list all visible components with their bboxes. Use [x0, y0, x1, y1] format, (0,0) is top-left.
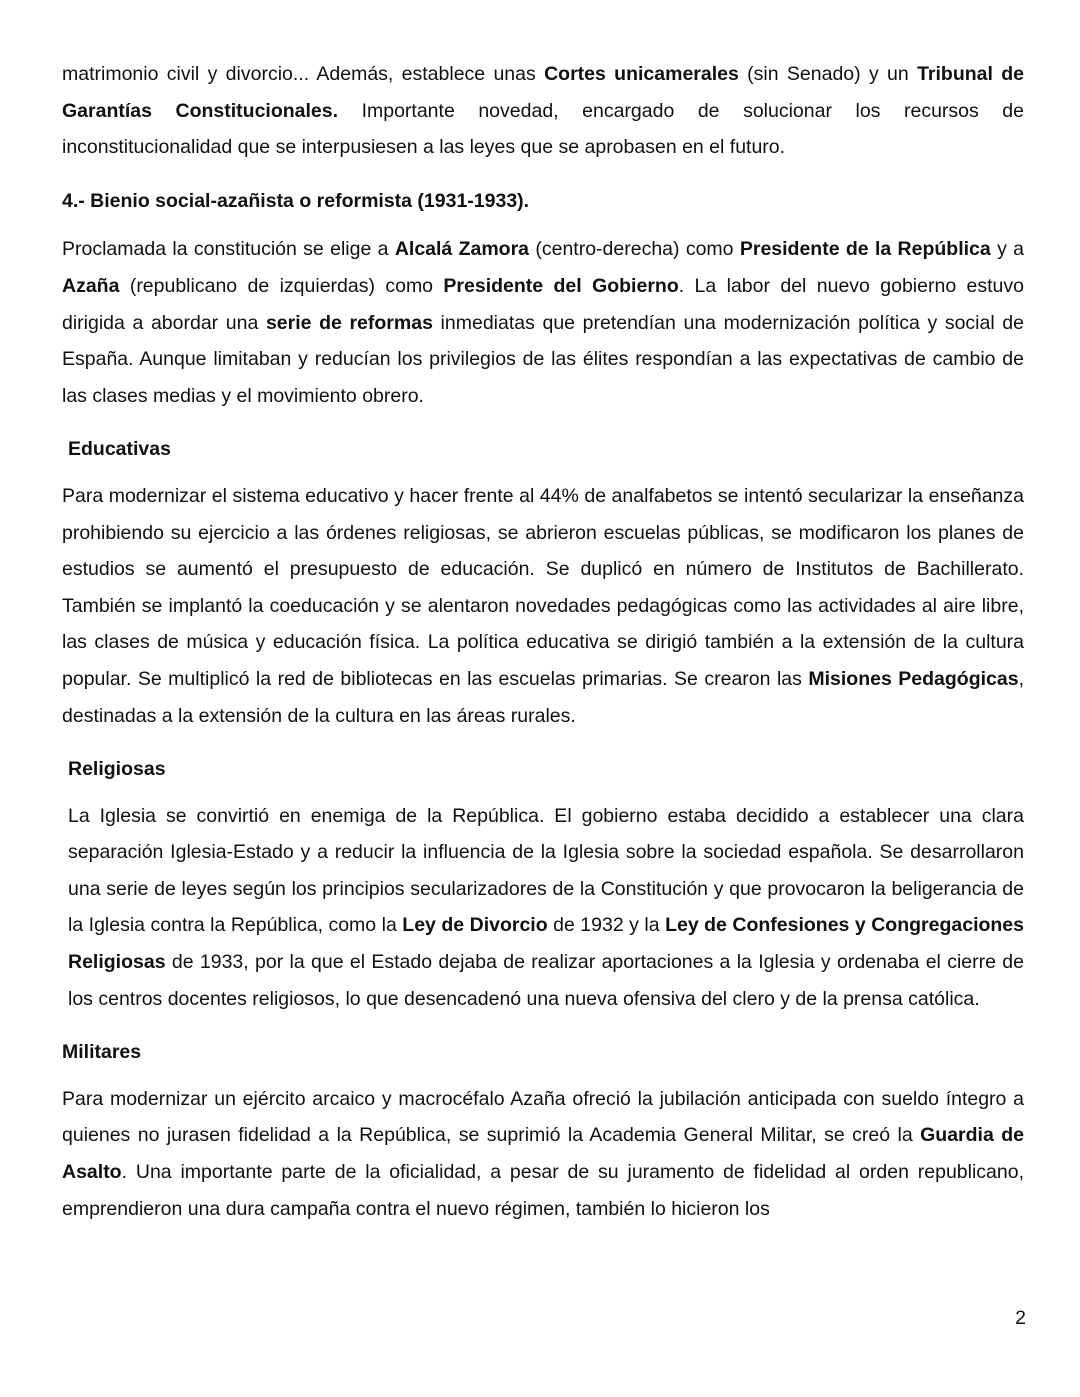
text-run: Para modernizar un ejército arcaico y macrocéfalo Azaña ofreció la jubilación anticipada con sueldo íntegro a quienes no jurasen fidelidad a la República, se suprimió la Academia General Militar, se creó la [62, 1087, 1024, 1147]
bold-term: Misiones Pedagógicas [808, 667, 1019, 690]
subheading-religiosas: Religiosas [68, 758, 166, 781]
text-run: , destinadas a la extensión de la cultura en las áreas rurales. [62, 667, 1024, 727]
paragraph-militares [62, 1081, 1024, 1227]
paragraph-religiosas [62, 798, 1024, 1018]
bold-term: Ley de Confesiones y Congregaciones Religiosas [68, 914, 1024, 974]
bold-term: Ley de Divorcio [402, 914, 548, 937]
bold-term: Presidente de la República [739, 238, 991, 261]
bold-term: Guardia de Asalto [62, 1124, 1024, 1184]
text-run: (sin Senado) y un [738, 63, 918, 85]
text-run: (centro-derecha) como [529, 238, 740, 261]
text-run: Importante novedad, encargado de solucionar los recursos de inconstitucionalidad que se interpusiesen a las leyes que se aprobasen en el futuro. [62, 99, 1024, 159]
text-run: y a [990, 238, 1024, 261]
bold-term: Tribunal de Garantías Constitucionales. [62, 63, 1024, 122]
text-run: Proclamada la constitución se elige a [62, 238, 395, 261]
subheading-militares: Militares [62, 1041, 142, 1064]
text-run: (republicano de izquierdas) como [119, 274, 444, 297]
subheading-educativas: Educativas [68, 438, 171, 461]
paragraph-bienio-intro [62, 231, 1024, 414]
text-run: Para modernizar el sistema educativo y hacer frente al 44% de analfabetos se intentó secularizar la enseñanza prohibiendo su ejercicio a las órdenes religiosas, se abrieron escuelas públicas, se modificaron los planes de estudios se aumentó el presupuesto de educación. Se duplicó en número de Institutos de Bachillerato. También se implantó la coeducación y se alentaron novedades pedagógicas como las actividades al aire libre, las clases de música y educación física. La política educativa se dirigió también a la extensión de la cultura popular. Se multiplicó la red de bibliotecas en las escuelas primarias. Se crearon las [62, 484, 1024, 690]
bold-term: Alcalá Zamora [394, 238, 530, 261]
section-heading-bienio: 4.- Bienio social-azañista o reformista (1931-1933). [62, 189, 530, 212]
bold-term: Azaña [62, 274, 120, 297]
bold-term: serie de reformas [265, 311, 433, 334]
text-run: La Iglesia se convirtió en enemiga de la República. El gobierno estaba decidido a establecer una clara separación Iglesia-Estado y a reducir la influencia de la Iglesia sobre la sociedad española. Se desarrollaron una serie de leyes según los principios secularizadores de la Constitución y que provocaron la beligerancia de la Iglesia contra la República, como la [68, 804, 1024, 937]
paragraph-educativas [62, 478, 1024, 734]
text-run: inmediatas que pretendían una modernización política y social de España. Aunque limitaban y reducían los privilegios de las élites respondían a las expectativas de cambio de las clases medias y el movimiento obrero. [62, 311, 1024, 407]
bold-term: Cortes unicamerales [544, 63, 739, 85]
bold-term: Presidente del Gobierno [443, 274, 679, 297]
text-run: de 1932 y la [547, 914, 666, 937]
text-run: . Una importante parte de la oficialidad, a pesar de su juramento de fidelidad al orden republicano, emprendieron una dura campaña contra el nuevo régimen, también lo hicieron los [62, 1161, 1024, 1220]
text-run: de 1933, por la que el Estado dejaba de realizar aportaciones a la Iglesia y ordenaba el cierre de los centros docentes religiosos, lo que desencadenó una nueva ofensiva del clero y de la prensa católica. [68, 951, 1024, 1010]
text-run: matrimonio civil y divorcio... Además, establece unas [62, 63, 545, 85]
text-run: . La labor del nuevo gobierno estuvo dirigida a abordar una [62, 274, 1024, 334]
paragraph-constitution-end [62, 56, 1024, 166]
page-number: 2 [1015, 1307, 1026, 1329]
